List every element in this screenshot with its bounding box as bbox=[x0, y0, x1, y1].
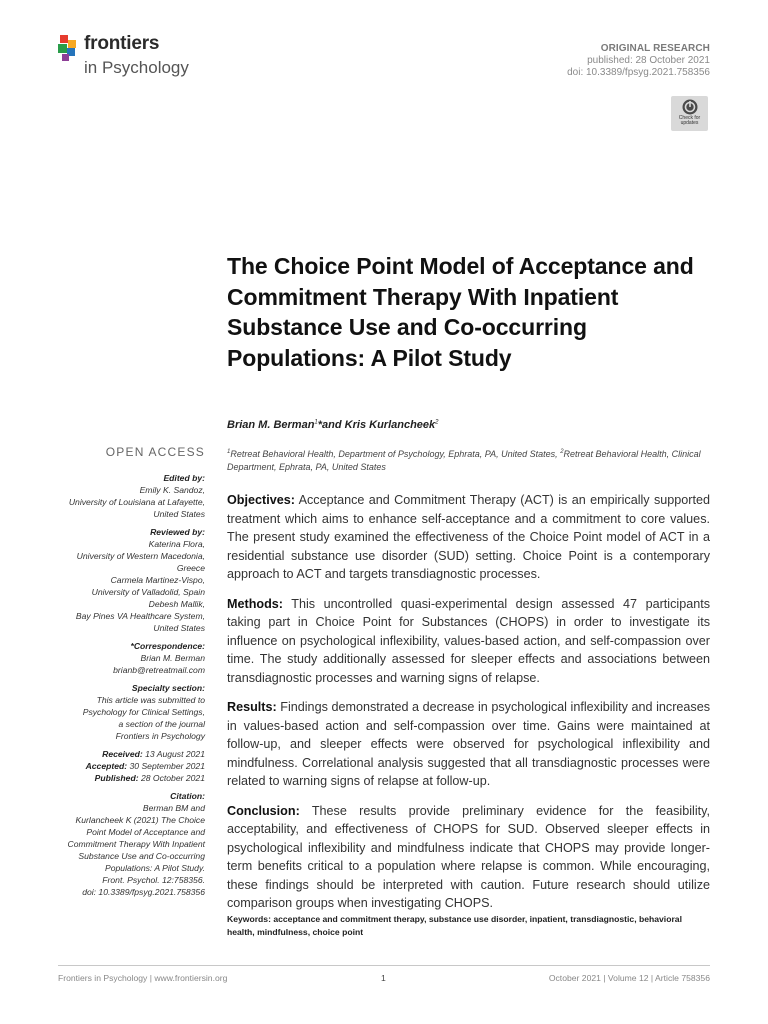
received-value: 13 August 2021 bbox=[142, 749, 205, 759]
methods-heading: Methods: bbox=[227, 596, 283, 611]
open-access-label: OPEN ACCESS bbox=[105, 445, 205, 459]
affiliation-text: Retreat Behavioral Health, Department of Psychology, Ephrata, PA, United States, bbox=[230, 449, 561, 459]
author-list bbox=[227, 419, 439, 431]
citation-label: Citation: bbox=[170, 791, 205, 801]
sidebar-line: doi: 10.3389/fpsyg.2021.758356 bbox=[82, 887, 205, 897]
author-conjunction: and bbox=[322, 419, 345, 431]
sidebar-line: University of Western Macedonia, bbox=[76, 551, 205, 561]
objectives-heading: Objectives: bbox=[227, 493, 295, 507]
abstract-results bbox=[227, 698, 710, 791]
sidebar-line: Point Model of Acceptance and bbox=[86, 827, 205, 837]
sidebar-line: Bay Pines VA Healthcare System, bbox=[75, 611, 205, 621]
specialty-section-label: Specialty section: bbox=[131, 683, 205, 693]
sidebar-line: This article was submitted to bbox=[96, 695, 205, 705]
published-date: published: 28 October 2021 bbox=[587, 55, 710, 66]
objectives-text: Acceptance and Commitment Therapy (ACT) is an empirically supported treatment which aims to enhance self-acceptance and a commitment to core values. The present study examined the effectiveness of the Choice Point model of ACT in a residential substance use disorder (SUD) setting. Choice Point is a contemporary approach to ACT and targets transdiagnostic processes. bbox=[227, 493, 710, 581]
keywords: Keywords: acceptance and commitment therapy, substance use disorder, inpatient, transdiagnostic, behavioral health, mindfulness, choice point bbox=[227, 914, 682, 937]
sidebar-line: Carmela Martinez-Vispo, bbox=[110, 575, 205, 585]
sidebar-line: Substance Use and Co-occurring bbox=[78, 851, 205, 861]
corresponding-mark: * bbox=[317, 419, 323, 431]
logo-square-red bbox=[60, 35, 68, 43]
received-date bbox=[15, 748, 205, 760]
author-affiliation-sup: 2 bbox=[435, 419, 439, 426]
sidebar-line: Brian M. Berman bbox=[140, 653, 205, 663]
footer-journal-link[interactable]: Frontiers in Psychology | www.frontiersin.org bbox=[58, 973, 228, 983]
correspondence-block bbox=[15, 640, 205, 676]
reviewed-by-label: Reviewed by: bbox=[150, 527, 205, 537]
sidebar-line: Emily K. Sandoz, bbox=[139, 485, 205, 495]
affiliation-sup: 2 bbox=[560, 449, 564, 455]
citation-block bbox=[15, 790, 205, 898]
accepted-date bbox=[15, 760, 205, 772]
logo-square-orange bbox=[68, 40, 76, 48]
affiliation-sup: 1 bbox=[227, 449, 231, 455]
sidebar-line: United States bbox=[153, 623, 205, 633]
logo-square-purple bbox=[62, 54, 69, 61]
badge-label-line1: Check for bbox=[678, 115, 701, 121]
received-label: Received: bbox=[102, 749, 143, 759]
conclusion-text: These results provide preliminary evidence for the feasibility, acceptability, and effectiveness of CHOPS for SUD. Observed sleeper effects in psychological inflexibility and mindfulness indicate that CHOPS may provide longer-term benefits critical to a population where relapse is common. While encouraging, these findings should be interpreted with caution. Future research should utilize comparison groups when investigating CHOPS. bbox=[227, 803, 710, 910]
article-title: The Choice Point Model of Acceptance and Commitment Therapy With Inpatient Substance Use and Co-occurring Populations: A Pilot Study bbox=[227, 253, 694, 371]
sidebar-line: Front. Psychol. 12:758356. bbox=[102, 875, 205, 885]
sidebar-line: University of Valladolid, Spain bbox=[91, 587, 205, 597]
page-number: 1 bbox=[381, 973, 386, 983]
sidebar-line: Debesh Mallik, bbox=[148, 599, 205, 609]
specialty-section-lines bbox=[15, 694, 205, 742]
check-for-updates-icon bbox=[682, 99, 698, 115]
affiliations bbox=[227, 446, 717, 474]
sidebar-line: brianb@retreatmail.com bbox=[113, 665, 205, 675]
published-value: 28 October 2021 bbox=[138, 773, 205, 783]
logo-wordmark-journal: in Psychology bbox=[84, 58, 189, 77]
accepted-value: 30 September 2021 bbox=[127, 761, 205, 771]
abstract-objectives bbox=[227, 491, 710, 584]
author-name[interactable]: Brian M. Berman bbox=[227, 419, 315, 431]
reviewed-by-block bbox=[15, 526, 205, 634]
sidebar-line: Commitment Therapy With Inpatient bbox=[67, 839, 205, 849]
edited-by-label: Edited by: bbox=[163, 473, 205, 483]
journal-logo[interactable] bbox=[58, 33, 208, 83]
published-label: Published: bbox=[94, 773, 139, 783]
logo-wordmark-frontiers: frontiers bbox=[84, 33, 160, 54]
conclusion-heading: Conclusion: bbox=[227, 803, 300, 818]
sidebar-line: University of Louisiana at Lafayette, bbox=[68, 497, 205, 507]
affiliation-text: Retreat Behavioral Health, Clinical Department, Ephrata, PA, United States bbox=[227, 449, 701, 472]
edited-by-lines bbox=[15, 484, 205, 520]
abstract-methods bbox=[227, 595, 710, 688]
footer-divider bbox=[58, 965, 710, 966]
doi-link[interactable]: doi: 10.3389/fpsyg.2021.758356 bbox=[567, 67, 710, 78]
results-heading: Results: bbox=[227, 700, 277, 714]
article-type: ORIGINAL RESEARCH bbox=[600, 43, 710, 54]
footer-volume-info: October 2021 | Volume 12 | Article 758356 bbox=[548, 973, 710, 983]
specialty-section-block bbox=[15, 682, 205, 742]
sidebar-line: Kurlancheek K (2021) The Choice bbox=[75, 815, 205, 825]
sidebar-line: Populations: A Pilot Study. bbox=[105, 863, 205, 873]
logo-square-green bbox=[58, 44, 67, 53]
frontiers-logo-icon bbox=[58, 35, 78, 63]
check-for-updates-badge[interactable] bbox=[671, 96, 708, 131]
author-affiliation-sup: 1 bbox=[314, 419, 318, 426]
sidebar-line: a section of the journal bbox=[118, 719, 205, 729]
accepted-label: Accepted: bbox=[85, 761, 128, 771]
sidebar-line: Berman BM and bbox=[142, 803, 205, 813]
dates-block bbox=[15, 748, 205, 784]
sidebar-line: Greece bbox=[176, 563, 205, 573]
citation-lines bbox=[15, 802, 205, 898]
badge-label-line2: updates bbox=[680, 120, 699, 126]
published-date-sidebar bbox=[15, 772, 205, 784]
sidebar-line: United States bbox=[153, 509, 205, 519]
sidebar-line: Katerina Flora, bbox=[148, 539, 205, 549]
results-text: Findings demonstrated a decrease in psychological inflexibility and increases in values-based action and self-compassion over time. Gains were maintained at follow-up, and sleeper effects were observed for psychological inflexibility and mindfulness. Correlational analysis suggested that all transdiagnostic processes were related to warning signs of relapse at follow-up. bbox=[227, 700, 710, 788]
edited-by-block bbox=[15, 472, 205, 520]
author-name[interactable]: Kris Kurlancheek bbox=[344, 419, 436, 431]
correspondence-label: *Correspondence: bbox=[130, 641, 205, 651]
badge-label bbox=[671, 116, 708, 126]
correspondence-lines bbox=[15, 652, 205, 676]
reviewed-by-lines bbox=[15, 538, 205, 634]
article-meta-header bbox=[567, 43, 710, 79]
methods-text: This uncontrolled quasi-experimental design assessed 47 participants taking part in Choice Point for Substances (CHOPS) in order to investigate its influence on psychological inflexibility, values-based action, and self-compassion over time. The study additionally assessed for sleeper effects and associations between transdiagnostic processes and warning signs of relapse. bbox=[227, 596, 710, 685]
abstract-conclusion bbox=[227, 802, 710, 913]
sidebar-line: Frontiers in Psychology bbox=[115, 731, 205, 741]
article-info-sidebar bbox=[15, 472, 205, 904]
abstract bbox=[227, 491, 710, 924]
sidebar-line: Psychology for Clinical Settings, bbox=[82, 707, 205, 717]
